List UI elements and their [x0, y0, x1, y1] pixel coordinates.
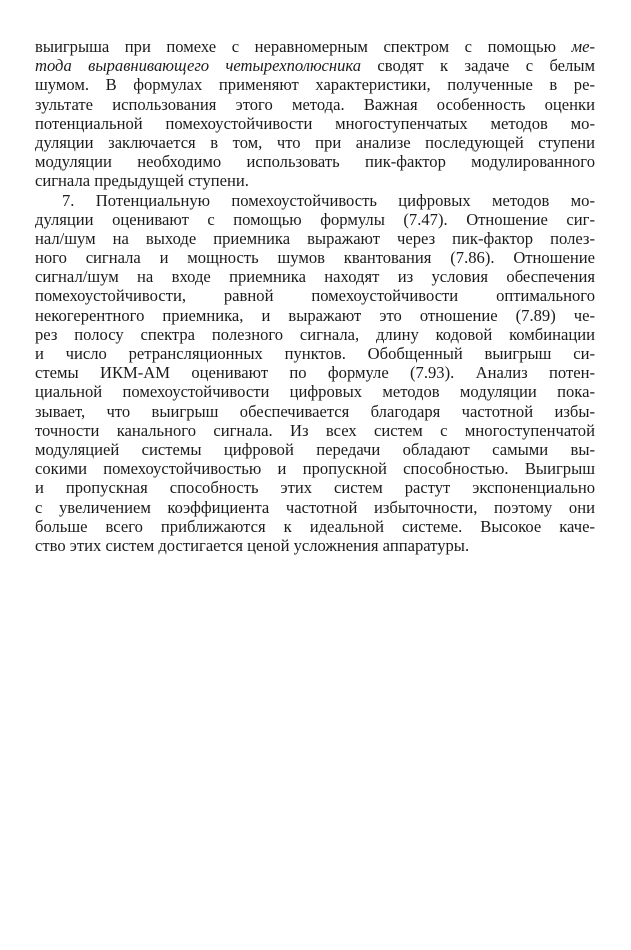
text-line: с увеличением коэффициента частотной избыточности, поэтому они — [35, 497, 595, 517]
text-line: модуляции необходимо использовать пик-фактор модулированного — [35, 152, 595, 172]
paragraph-2 — [35, 191, 595, 556]
text-line: помехоустойчивости, равной помехоустойчивости оптимального — [35, 286, 595, 306]
text-line: сигнала предыдущей ступени. — [35, 171, 249, 191]
text-line: сокими помехоустойчивостью и пропускной способностью. Выигрыш — [35, 459, 595, 479]
text-line: выигрыша при помехе с неравномерным спектром с помощью ме- — [35, 37, 595, 56]
text-line: 7. Потенциальную помехоустойчивость цифровых методов мо- — [62, 190, 595, 210]
text-line: зывает, что выигрыш обеспечивается благодаря частотной избы- — [35, 401, 595, 421]
text-line: рез полосу спектра полезного сигнала, длину кодовой комбинации — [35, 324, 595, 344]
text-line: модуляцией системы цифровой передачи обладают самыми вы- — [35, 439, 595, 459]
text-line: точности канального сигнала. Из всех систем с многоступенчатой — [35, 420, 595, 440]
text-line: и пропускная способность этих систем растут экспоненциально — [35, 478, 595, 498]
text-line: больше всего приближаются к идеальной системе. Высокое каче- — [35, 516, 595, 536]
text-line: некогерентного приемника, и выражают это отношение (7.89) че- — [35, 305, 595, 325]
text-line: и число ретрансляционных пунктов. Обобщенный выигрыш си- — [35, 344, 595, 363]
text-line: циальной помехоустойчивости цифровых методов модуляции пока- — [35, 382, 595, 402]
text-line: ство этих систем достигается ценой усложнения аппаратуры. — [35, 535, 470, 555]
text-line: потенциальной помехоустойчивости многоступенчатых методов мо- — [35, 113, 595, 133]
paragraph-1 — [35, 37, 595, 191]
text-line: шумом. В формулах применяют характеристики, полученные в ре- — [35, 75, 595, 95]
text-line: тода выравнивающего четырехполюсника сводят к задаче с белым — [35, 56, 595, 76]
text-line: зультате использования этого метода. Важная особенность оценки — [35, 94, 595, 114]
text-line: дуляции заключается в том, что при анализе последующей ступени — [35, 132, 595, 152]
text-line: дуляции оценивают с помощью формулы (7.47). Отношение сиг- — [35, 209, 595, 229]
text-line: нал/шум на выходе приемника выражают через пик-фактор полез- — [35, 228, 595, 248]
text-line: стемы ИКМ-АМ оценивают по формуле (7.93). Анализ потен- — [35, 363, 595, 383]
text-line: ного сигнала и мощность шумов квантования (7.86). Отношение — [35, 248, 595, 268]
document-page — [35, 37, 595, 555]
text-line: сигнал/шум на входе приемника находят из условия обеспечения — [35, 267, 595, 287]
